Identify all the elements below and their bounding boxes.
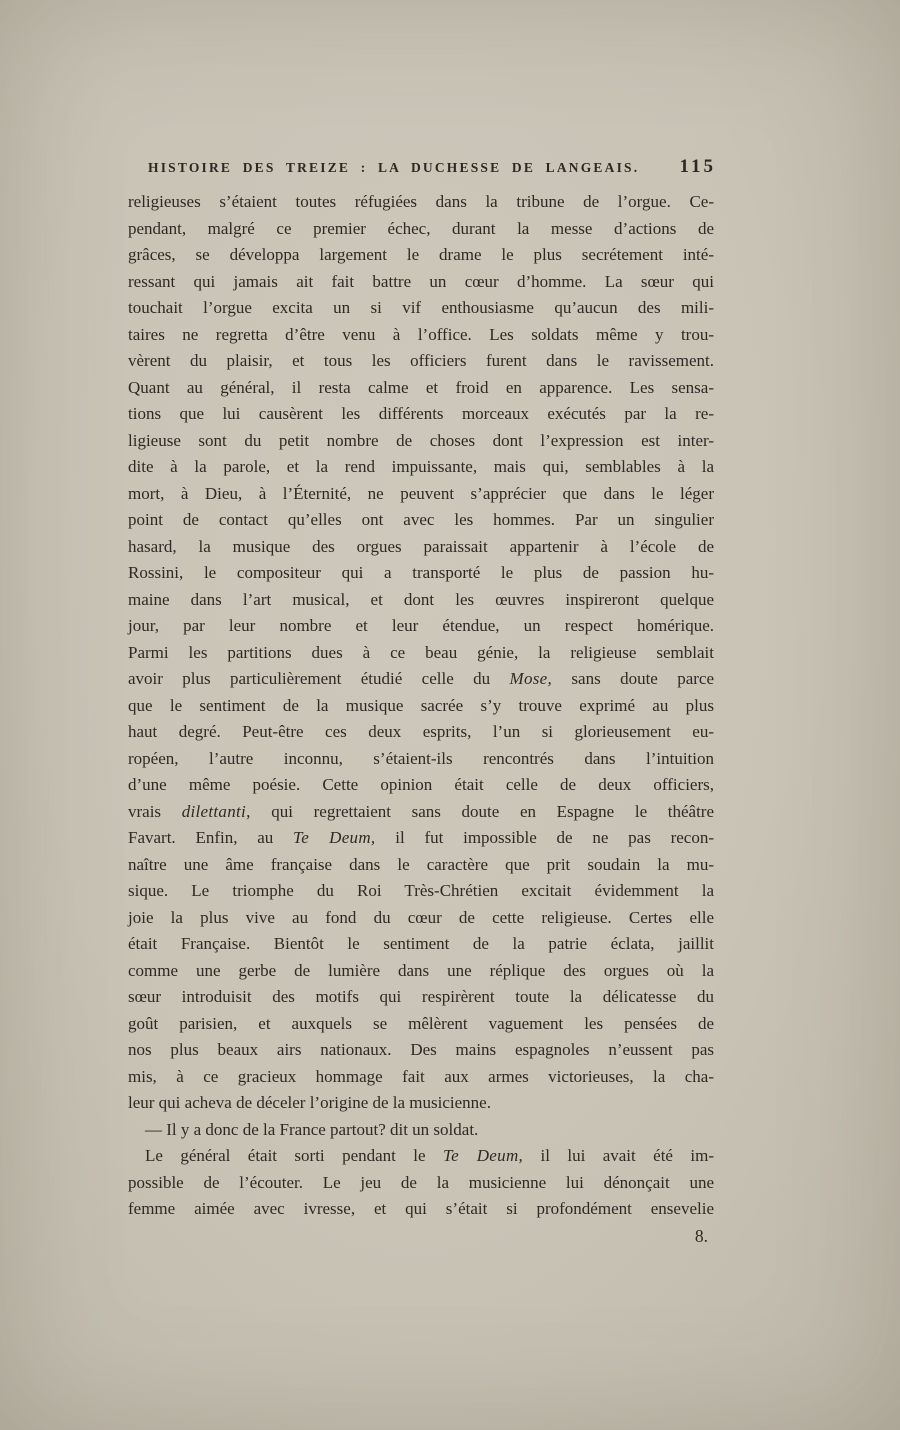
body-line [128, 1143, 714, 1170]
body-line [128, 931, 714, 958]
body-line [128, 507, 714, 534]
body-line [128, 958, 714, 985]
body-line [128, 746, 714, 773]
body-line [128, 772, 714, 799]
body-line [128, 1037, 714, 1064]
body-segment: — Il y a donc de la France partout? dit un soldat. [145, 1119, 479, 1139]
body-segment-italic: Te Deum, [293, 828, 376, 847]
body-line [128, 481, 714, 508]
body-segment: Favart. Enfin, au [128, 828, 294, 847]
body-line [128, 693, 714, 720]
body-segment-italic: Mose, [509, 669, 553, 688]
body-line [128, 428, 714, 455]
body-line [128, 534, 714, 561]
body-line [128, 401, 714, 428]
body-segment: femme aimée avec ivresse, et qui s’était si profondément ensevelie [128, 1199, 714, 1218]
body-segment: tions que lui causèrent les différents morceaux exécutés par la re- [128, 404, 714, 423]
body-line [128, 322, 714, 349]
body-segment: ligieuse sont du petit nombre de choses dont l’expression est inter- [128, 430, 714, 450]
body-segment: taires ne regretta d’être venu à l’office. Les soldats même y trou- [128, 324, 714, 344]
body-segment: sans doute parce [552, 669, 715, 688]
page-number: 115 [679, 156, 716, 177]
body-line [128, 269, 714, 296]
body-line [128, 216, 714, 243]
body-line [128, 1117, 714, 1144]
body-line [128, 189, 714, 216]
body-line [128, 825, 714, 852]
body-line [128, 719, 714, 746]
body-line [128, 295, 714, 322]
body-line [128, 666, 714, 693]
body-line [128, 587, 714, 614]
body-segment: joie la plus vive au fond du cœur de cette religieuse. Certes elle [128, 907, 714, 927]
body-segment: vrais [128, 801, 182, 821]
running-header-title: HISTOIRE DES TREIZE : LA DUCHESSE DE LANGEAIS. [148, 160, 640, 175]
body-segment: ressant qui jamais ait fait battre un cœur d’homme. La sœur qui [128, 271, 714, 291]
body-segment: avoir plus particulièrement étudié celle du [128, 669, 510, 688]
body-segment: mis, à ce gracieux hommage fait aux armes victorieuses, la cha- [128, 1066, 714, 1086]
body-segment: naître une âme française dans le caractère que prit soudain la mu- [128, 854, 714, 874]
body-segment: maine dans l’art musical, et dont les œuvres inspireront quelque [128, 589, 714, 609]
body-line [128, 348, 714, 375]
body-segment: nos plus beaux airs nationaux. Des mains espagnoles n’eussent pas [128, 1040, 714, 1059]
body-segment: il fut impossible de ne pas recon- [375, 828, 714, 847]
body-line [128, 984, 714, 1011]
body-line [128, 242, 714, 269]
body-line [128, 454, 714, 481]
body-line [128, 560, 714, 587]
body-segment: dite à la parole, et la rend impuissante, mais qui, semblables à la [128, 457, 714, 476]
body-segment: sique. Le triomphe du Roi Très-Chrétien excitait évidemment la [128, 881, 714, 900]
body-segment: comme une gerbe de lumière dans une réplique des orgues où la [128, 960, 714, 980]
body-line [128, 799, 714, 826]
body-segment-italic: dilettanti, [181, 801, 251, 821]
body-line [128, 613, 714, 640]
body-segment: haut degré. Peut-être ces deux esprits, l’un si glorieusement eu- [128, 722, 714, 741]
body-segment: mort, à Dieu, à l’Éternité, ne peuvent s’apprécier que dans le léger [128, 483, 714, 503]
body-segment: jour, par leur nombre et leur étendue, un respect homérique. [128, 616, 714, 635]
signature-mark: 8. [694, 1226, 708, 1246]
body-segment: ropéen, l’autre inconnu, s’étaient-ils rencontrés dans l’intuition [128, 748, 714, 768]
body-line [128, 640, 714, 667]
body-segment: goût parisien, et auxquels se mêlèrent vaguement les pensées de [128, 1013, 714, 1033]
body-segment: vèrent du plaisir, et tous les officiers furent dans le ravissement. [128, 351, 714, 370]
body-line [128, 852, 714, 879]
body-segment: pendant, malgré ce premier échec, durant la messe d’actions de [128, 218, 714, 238]
body-line [128, 1090, 714, 1117]
body-segment: leur qui acheva de déceler l’origine de la musicienne. [128, 1093, 491, 1112]
body-segment: point de contact qu’elles ont avec les hommes. Par un singulier [128, 510, 714, 529]
body-segment: possible de l’écouter. Le jeu de la musicienne lui dénonçait une [128, 1172, 714, 1192]
body-segment: il lui avait été im- [523, 1146, 714, 1165]
body-line [128, 1170, 714, 1197]
body-line [128, 878, 714, 905]
body-segment: Quant au général, il resta calme et froid en apparence. Les sensa- [128, 377, 714, 397]
body-line [128, 1196, 714, 1223]
body-segment: touchait l’orgue excita un si vif enthousiasme qu’aucun des mili- [128, 298, 714, 317]
body-line [128, 1011, 714, 1038]
body-segment: sœur introduisit des motifs qui respirèrent toute la délicatesse du [128, 987, 714, 1006]
body-segment: Le général était sorti pendant le [145, 1146, 443, 1165]
body-segment: hasard, la musique des orgues paraissait appartenir à l’école de [128, 536, 714, 556]
body-line [128, 905, 714, 932]
body-segment-italic: Te Deum, [442, 1146, 524, 1165]
body-segment: religieuses s’étaient toutes réfugiées dans la tribune de l’orgue. Ce- [128, 192, 714, 211]
body-segment: Rossini, le compositeur qui a transporté le plus de passion hu- [128, 563, 714, 582]
body-segment: grâces, se développa largement le drame le plus secrétement inté- [128, 245, 714, 264]
body-segment: que le sentiment de la musique sacrée s’y trouve exprimé au plus [128, 695, 714, 715]
body-segment: était Française. Bientôt le sentiment de la patrie éclata, jaillit [128, 934, 714, 953]
body-segment: d’une même poésie. Cette opinion était celle de deux officiers, [128, 775, 714, 794]
body-segment: qui regrettaient sans doute en Espagne le théâtre [250, 801, 714, 821]
body-line [128, 375, 714, 402]
body-line [128, 1064, 714, 1091]
body-text [128, 189, 714, 1223]
running-header [128, 156, 716, 178]
body-segment: Parmi les partitions dues à ce beau génie, la religieuse semblait [128, 642, 714, 662]
